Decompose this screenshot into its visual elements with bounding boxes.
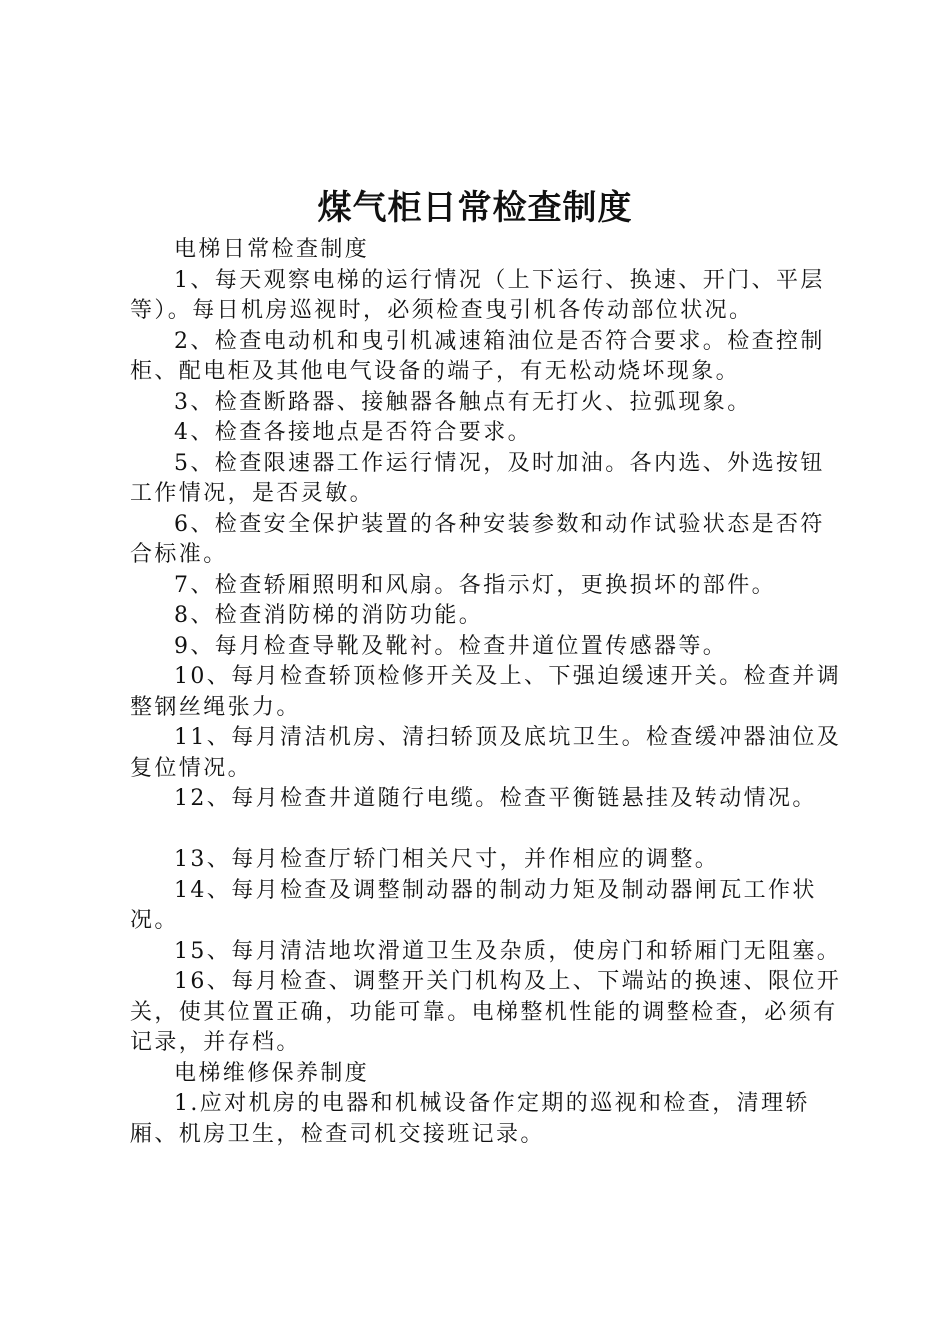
paragraph-spacer xyxy=(130,815,842,846)
paragraph-item-2: 2、检查电动机和曳引机减速箱油位是否符合要求。检查控制柜、配电柜及其他电气设备的端子，有无松动烧坏现象。 xyxy=(130,328,825,384)
paragraph-item-9: 9、每月检查导靴及靴衬。检查井道位置传感器等。 xyxy=(174,633,728,659)
document-body xyxy=(130,235,842,1150)
document-title: 煤气柜日常检查制度 xyxy=(317,188,633,228)
paragraph-item-1: 1、每天观察电梯的运行情况（上下运行、换速、开门、平层等）。每日机房巡视时，必须检查曳引机各传动部位状况。 xyxy=(130,267,825,323)
paragraph-item-13: 13、每月检查厅轿门相关尺寸，并作相应的调整。 xyxy=(174,847,720,872)
section-heading-daily-inspection: 电梯日常检查制度 xyxy=(174,237,370,262)
paragraph-item-6: 6、检查安全保护装置的各种安装参数和动作试验状态是否符合标准。 xyxy=(130,511,825,567)
paragraph-item-16: 16、每月检查、调整开关门机构及上、下端站的换速、限位开关，使其位置正确，功能可靠。电梯整机性能的调整检查，必须有记录，并存档。 xyxy=(130,969,842,1055)
paragraph-maintenance-item-1: 1.应对机房的电器和机械设备作定期的巡视和检查，清理轿厢、机房卫生，检查司机交接班记录。 xyxy=(130,1091,810,1147)
paragraph-item-5: 5、检查限速器工作运行情况，及时加油。各内选、外选按钮工作情况，是否灵敏。 xyxy=(130,450,825,506)
paragraph-item-7: 7、检查轿厢照明和风扇。各指示灯，更换损坏的部件。 xyxy=(174,572,776,598)
paragraph-item-8: 8、检查消防梯的消防功能。 xyxy=(174,603,484,628)
paragraph-item-10: 10、每月检查轿顶检修开关及上、下强迫缓速开关。检查并调整钢丝绳张力。 xyxy=(130,664,842,720)
paragraph-item-4: 4、检查各接地点是否符合要求。 xyxy=(174,420,532,445)
paragraph-item-14: 14、每月检查及调整制动器的制动力矩及制动器闸瓦工作状况。 xyxy=(130,877,817,933)
paragraph-item-3: 3、检查断路器、接触器各触点有无打火、拉弧现象。 xyxy=(174,389,752,415)
section-heading-maintenance: 电梯维修保养制度 xyxy=(174,1060,370,1086)
paragraph-item-11: 11、每月清洁机房、清扫轿顶及底坑卫生。检查缓冲器油位及复位情况。 xyxy=(130,725,842,781)
paragraph-item-12: 12、每月检查井道随行电缆。检查平衡链悬挂及转动情况。 xyxy=(174,786,817,811)
paragraph-item-15: 15、每月清洁地坎滑道卫生及杂质，使房门和轿厢门无阻塞。 xyxy=(174,938,842,964)
